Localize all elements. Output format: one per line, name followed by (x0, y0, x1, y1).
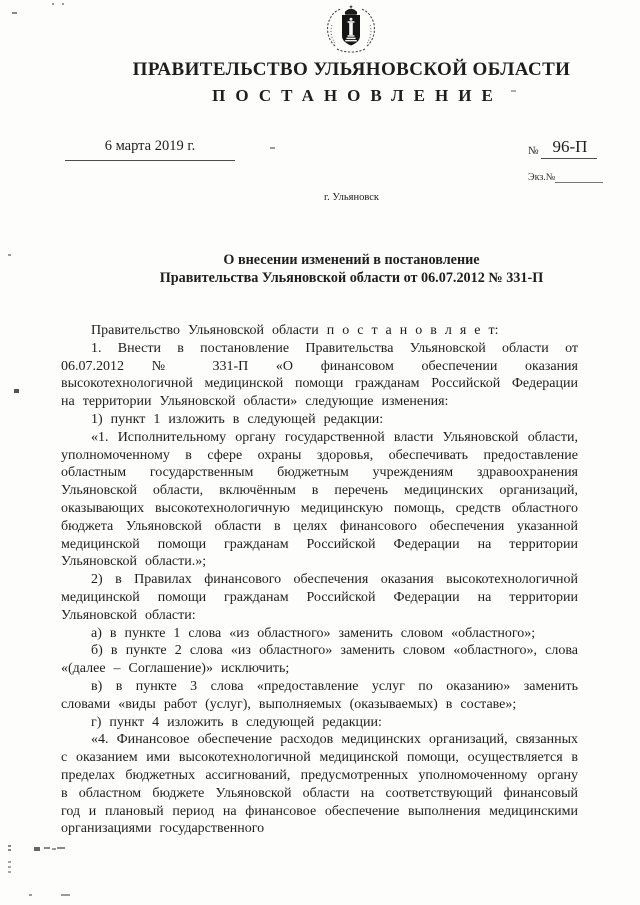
body-paragraph-6: а) в пункте 1 слова «из областного» заменить словом «областного»; (91, 625, 536, 641)
number-label: № (528, 145, 539, 157)
document-title-line2: Правительства Ульяновской области от 06.07.2012 № 331-П (159, 270, 544, 286)
body-paragraph-4: «1. Исполнительному органу государственной власти Ульяновской области, уполномоченному в сфере охраны здоровья, обеспечивать предоставление областным государственным бюджетным учреждениям здравоохранения Ульяновской области, включённым в перечень медицинских организаций, оказывающих высокотехнологичную медицинскую помощь, средств областного бюджета Ульяновской области в целях финансового обеспечения указанной медицинской помощи гражданам Российской Федерации на территории Ульяновской области.»; (61, 429, 578, 570)
body-paragraph-1: Правительство Ульяновской области п о с т а н о в л я е т: (91, 323, 499, 338)
body-paragraph-10: «4. Финансовое обеспечение расходов медицинских организаций, связанных с оказанием ими высокотехнологичной медицинской помощи, осуществляется в пределах бюджетных ассигнований, предусмотренных уполномоченному органу в областном бюджете Ульяновской области на соответствующий финансовый год и плановый период на финансовое обеспечение выполнения медицинскими организациями государственного (61, 732, 578, 837)
document-title-line1: О внесении изменений в постановление (223, 252, 480, 268)
body-paragraph-2: 1. Внести в постановление Правительства Ульяновской области от 06.07.2012 № 331-П «О финансовом обеспечении оказания высокотехнологичной медицинской помощи гражданам Российской Федерации на территории Ульяновской области» следующие изменения: (61, 340, 578, 410)
scan-artifact (44, 847, 50, 849)
body-paragraph-9: г) пункт 4 изложить в следующей редакции: (91, 714, 382, 730)
copy-number-field (528, 171, 603, 183)
scan-artifact (8, 845, 11, 847)
body-paragraph-3: 1) пункт 1 изложить в следующей редакции: (91, 411, 384, 427)
scan-artifact (8, 861, 11, 863)
doc-type-title: ПОСТАНОВЛЕНИЕ (212, 86, 503, 105)
body-paragraph-8: в) в пункте 3 слова «предоставление услуг по оказанию» заменить словами «виды работ (услуг), выполняемых (оказываемых) в составе»; (61, 678, 578, 712)
scan-artifact (61, 894, 70, 896)
copy-label: Экз.№ (528, 172, 556, 183)
scan-artifact (8, 254, 11, 256)
scan-artifact (62, 3, 64, 5)
scan-artifact (29, 894, 32, 896)
body-paragraph-5: 2) в Правилах финансового обеспечения оказания высокотехнологичной медицинской помощи гражданам Российской Федерации на территории Ульяновской области: (61, 572, 578, 623)
scan-artifact (34, 847, 40, 851)
copy-number-blank (555, 171, 603, 183)
date-field (65, 138, 235, 161)
scan-artifact (52, 848, 56, 850)
scan-artifact (8, 849, 11, 851)
scan-artifact (8, 866, 11, 868)
number-value: 96-П (541, 137, 598, 159)
org-name: ПРАВИТЕЛЬСТВО УЛЬЯНОВСКОЙ ОБЛАСТИ (132, 59, 571, 80)
city-label: г. Ульяновск (323, 192, 379, 203)
scan-artifact (57, 847, 65, 849)
scan-artifact (14, 389, 19, 393)
document-title (64, 251, 639, 287)
scan-artifact (52, 3, 54, 5)
date-value: 6 марта 2019 г. (104, 138, 196, 154)
body-paragraph-7: б) в пункте 2 слова «из областного» заменить словом «областного», слова «(далее – Соглашение)» исключить; (61, 643, 578, 677)
scan-artifact (12, 12, 17, 14)
document-body (61, 322, 578, 838)
doc-number-field (528, 137, 597, 159)
scan-artifact (270, 147, 275, 149)
scan-artifact (8, 871, 11, 873)
coat-of-arms-icon (322, 5, 380, 57)
scan-artifact (511, 90, 516, 92)
